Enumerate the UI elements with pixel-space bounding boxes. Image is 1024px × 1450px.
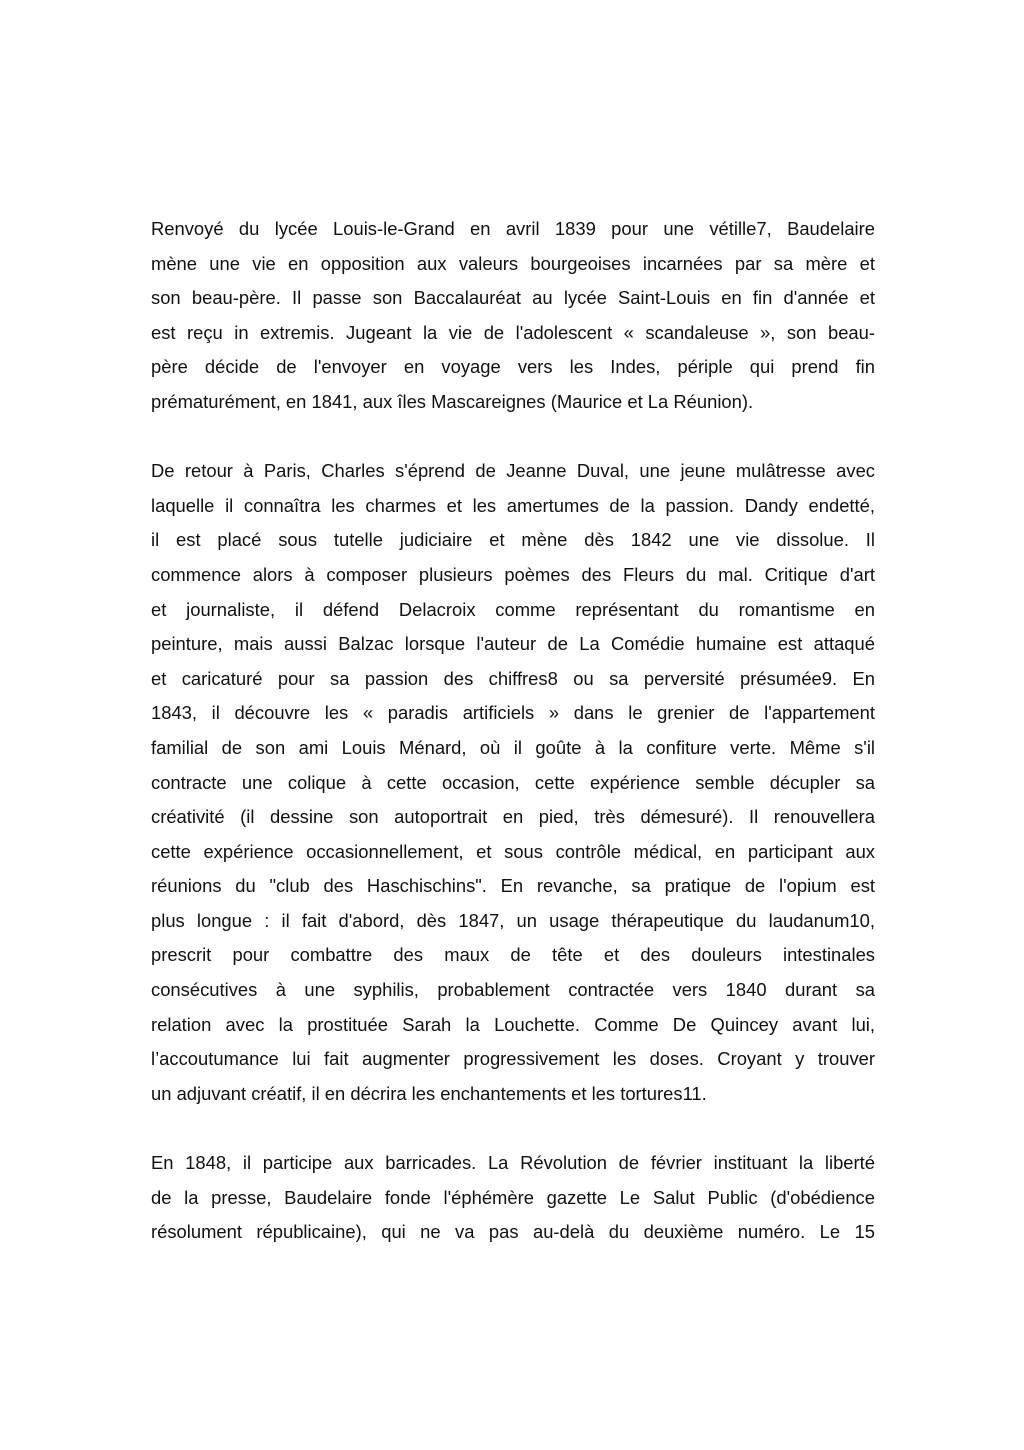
- text-line: père décide de l'envoyer en voyage vers les Indes, périple qui prend fin: [151, 356, 875, 378]
- text-line: contracte une colique à cette occasion, cette expérience semble décupler sa: [151, 771, 875, 793]
- text-line: mène une vie en opposition aux valeurs bourgeoises incarnées par sa mère et: [151, 252, 875, 274]
- text-line: En 1848, il participe aux barricades. La Révolution de février instituant la liberté: [151, 1152, 875, 1174]
- text-line: cette expérience occasionnellement, et sous contrôle médical, en participant aux: [151, 840, 875, 862]
- text-line: est reçu in extremis. Jugeant la vie de l'adolescent « scandaleuse », son beau-: [151, 321, 875, 343]
- text-line: consécutives à une syphilis, probablement contractée vers 1840 durant sa: [151, 979, 875, 1001]
- text-line: commence alors à composer plusieurs poèmes des Fleurs du mal. Critique d'art: [151, 563, 875, 585]
- paragraph-1: [151, 212, 875, 420]
- text-line: de la presse, Baudelaire fonde l'éphémère gazette Le Salut Public (d'obédience: [151, 1186, 875, 1208]
- text-line: créativité (il dessine son autoportrait en pied, très démesuré). Il renouvellera: [151, 806, 875, 828]
- text-line: prescrit pour combattre des maux de tête et des douleurs intestinales: [151, 944, 875, 966]
- text-line: plus longue : il fait d'abord, dès 1847, un usage thérapeutique du laudanum10,: [151, 909, 875, 931]
- text-line: prématurément, en 1841, aux îles Mascareignes (Maurice et La Réunion).: [151, 390, 754, 412]
- paragraph-3: [151, 1146, 875, 1250]
- text-line: relation avec la prostituée Sarah la Louchette. Comme De Quincey avant lui,: [151, 1013, 875, 1035]
- text-line: résolument républicaine), qui ne va pas au-delà du deuxième numéro. Le 15: [151, 1221, 875, 1243]
- text-line: il est placé sous tutelle judiciaire et mène dès 1842 une vie dissolue. Il: [151, 529, 875, 551]
- text-line: Renvoyé du lycée Louis-le-Grand en avril 1839 pour une vétille7, Baudelaire: [151, 218, 875, 239]
- text-line: De retour à Paris, Charles s'éprend de Jeanne Duval, une jeune mulâtresse avec: [151, 460, 875, 482]
- text-line: et journaliste, il défend Delacroix comme représentant du romantisme en: [151, 598, 875, 620]
- text-line: 1843, il découvre les « paradis artificiels » dans le grenier de l'appartement: [151, 702, 875, 724]
- paragraph-spacer: [151, 1111, 875, 1146]
- text-line: familial de son ami Louis Ménard, où il goûte à la confiture verte. Même s'il: [151, 736, 875, 758]
- text-line: l’accoutumance lui fait augmenter progressivement les doses. Croyant y trouver: [151, 1048, 875, 1070]
- body-text: [151, 212, 875, 1250]
- text-line: un adjuvant créatif, il en décrira les enchantements et les tortures11.: [151, 1082, 707, 1104]
- text-line: réunions du "club des Haschischins". En revanche, sa pratique de l'opium est: [151, 875, 875, 897]
- text-line: et caricaturé pour sa passion des chiffres8 ou sa perversité présumée9. En: [151, 667, 875, 689]
- text-line: laquelle il connaîtra les charmes et les amertumes de la passion. Dandy endetté,: [151, 494, 875, 516]
- text-line: son beau-père. Il passe son Baccalauréat au lycée Saint-Louis en fin d'année et: [151, 287, 875, 309]
- text-line: peinture, mais aussi Balzac lorsque l'auteur de La Comédie humaine est attaqué: [151, 633, 875, 655]
- paragraph-2: [151, 454, 875, 1111]
- paragraph-spacer: [151, 420, 875, 455]
